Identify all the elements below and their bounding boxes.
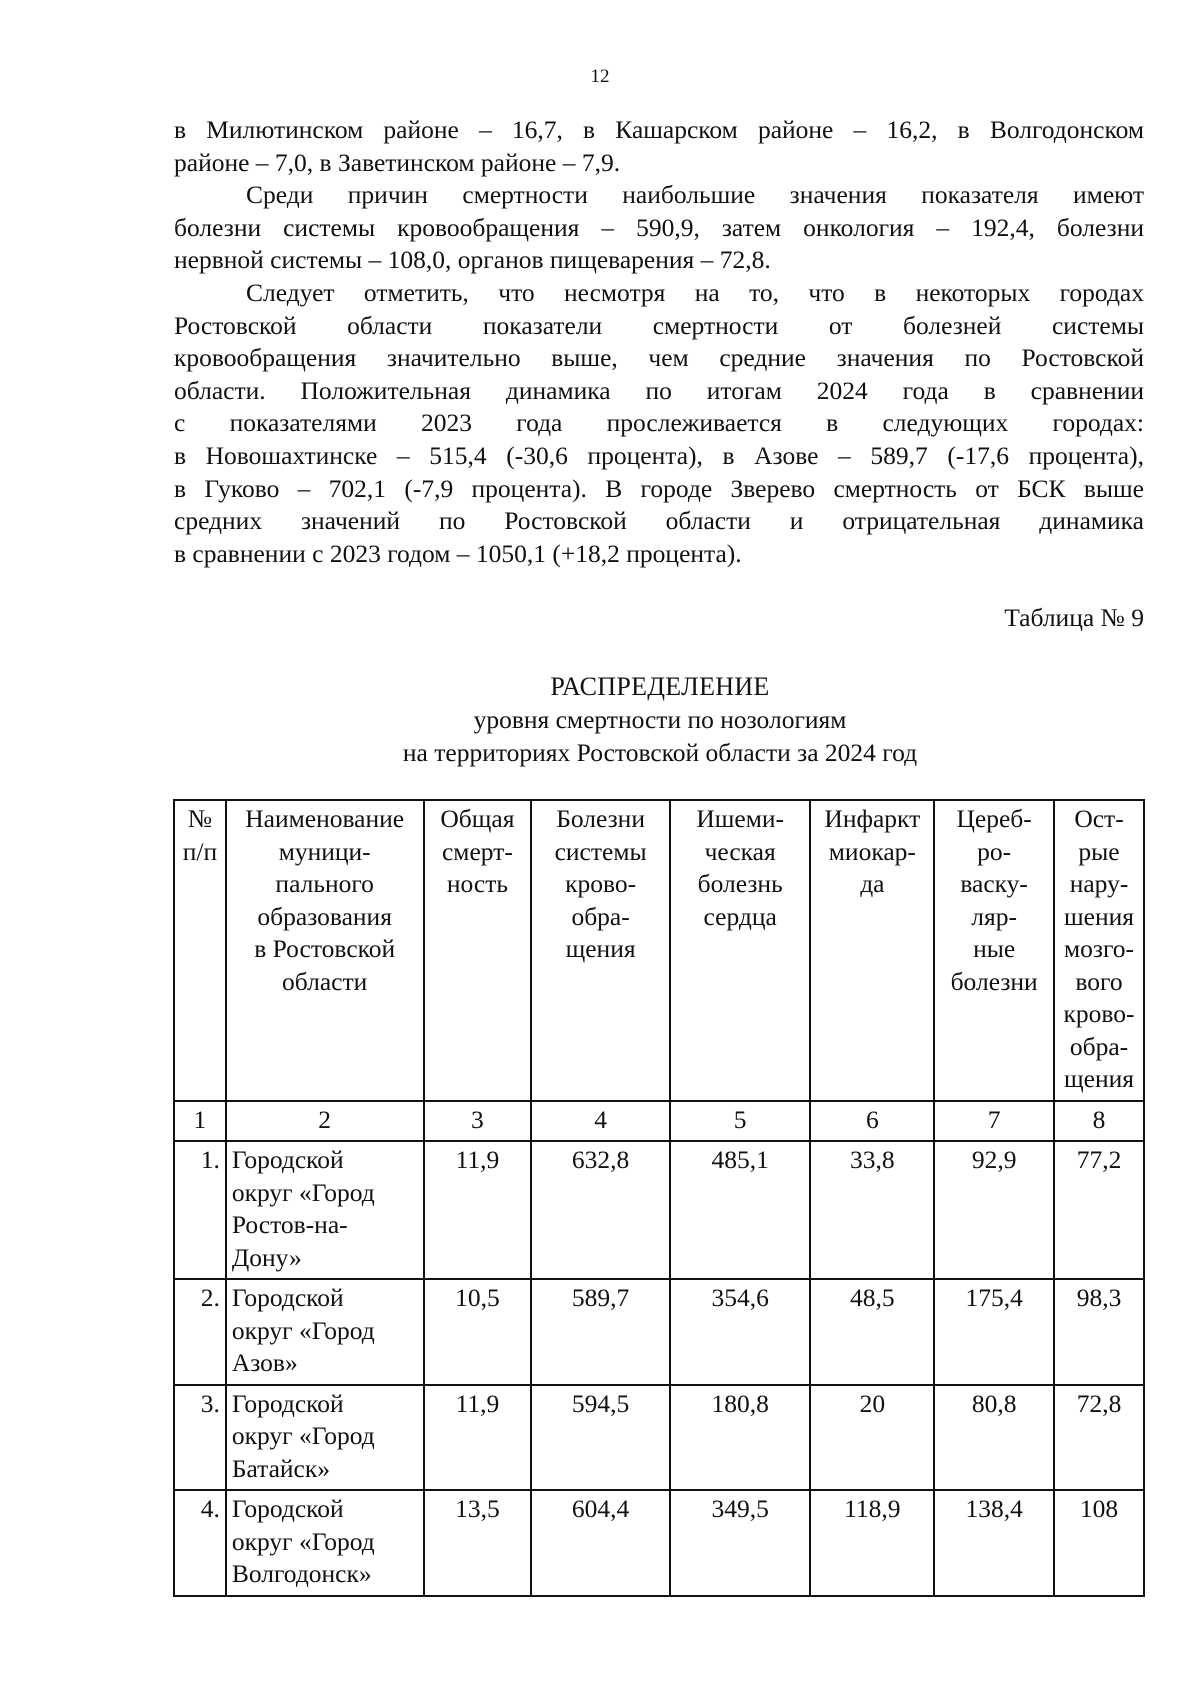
value-cell: 632,8 bbox=[531, 1141, 670, 1279]
row-number-cell: 3. bbox=[174, 1385, 226, 1491]
paragraph-3-line-1: Следует отметить, что несмотря на то, что в некоторых городах bbox=[246, 277, 1144, 307]
header-ischemic-heart-disease-line: Ишеми- bbox=[696, 804, 784, 833]
table-title-line-2: уровня смертности по нозологиям bbox=[473, 705, 847, 734]
header-cerebrovascular-diseases bbox=[934, 800, 1054, 1101]
value-cell: 108 bbox=[1054, 1490, 1144, 1596]
row-number-cell: 4. bbox=[174, 1490, 226, 1596]
header-number-line: № bbox=[187, 804, 213, 833]
municipality-name-line: Городской bbox=[231, 1145, 344, 1174]
municipality-name-line: Волгодонск» bbox=[231, 1559, 372, 1588]
value-cell: 80,8 bbox=[934, 1385, 1054, 1491]
header-cerebrovascular-diseases-line: ляр- bbox=[971, 901, 1017, 931]
municipality-name-line: Ростов-на- bbox=[231, 1210, 348, 1239]
value-cell: 20 bbox=[810, 1385, 934, 1491]
header-number-line: п/п bbox=[182, 836, 218, 866]
header-myocardial-infarction-line: Инфаркт bbox=[824, 804, 921, 833]
header-total-mortality-line: ность bbox=[446, 869, 508, 898]
header-acute-cerebral-circulation-line: вого bbox=[1075, 966, 1123, 996]
column-number-cell: 2 bbox=[226, 1101, 424, 1142]
paragraph-3-line-6: в Новошахтинске – 515,4 (-30,6 процента), в Азове – 589,7 (-17,6 процента), bbox=[174, 440, 1144, 470]
value-cell: 138,4 bbox=[934, 1490, 1054, 1596]
header-ischemic-heart-disease bbox=[670, 800, 811, 1101]
header-circulatory-diseases-line: обра- bbox=[571, 901, 630, 931]
value-cell: 589,7 bbox=[531, 1279, 670, 1385]
column-number-cell: 5 bbox=[670, 1101, 811, 1142]
header-cerebrovascular-diseases-line: болезни bbox=[950, 966, 1038, 996]
header-number bbox=[174, 800, 226, 1101]
paragraph-3-line-8: средних значений по Ростовской области и отрицательная динамика bbox=[174, 506, 1144, 536]
header-circulatory-diseases-line: щения bbox=[565, 934, 636, 963]
value-cell: 175,4 bbox=[934, 1279, 1054, 1385]
table-row bbox=[174, 1490, 1144, 1596]
municipality-name-line: округ «Город bbox=[231, 1526, 375, 1556]
paragraph-3-line-5: с показателями 2023 года прослеживается в следующих городах: bbox=[174, 408, 1144, 438]
header-ischemic-heart-disease-line: сердца bbox=[703, 901, 777, 931]
header-municipality-line: образования bbox=[257, 901, 392, 931]
table-row bbox=[174, 1385, 1144, 1491]
value-cell: 13,5 bbox=[424, 1490, 532, 1596]
header-acute-cerebral-circulation-line: крово- bbox=[1063, 999, 1135, 1028]
municipality-name-line: Батайск» bbox=[231, 1453, 331, 1483]
header-myocardial-infarction-line: да bbox=[860, 869, 885, 898]
value-cell: 10,5 bbox=[424, 1279, 532, 1385]
paragraph-3-line-4: области. Положительная динамика по итогам 2024 года в сравнении bbox=[174, 375, 1144, 405]
table-header-row bbox=[174, 800, 1144, 1101]
table-title-main: РАСПРЕДЕЛЕНИЕ bbox=[550, 672, 770, 701]
header-acute-cerebral-circulation bbox=[1054, 800, 1144, 1101]
value-cell: 354,6 bbox=[670, 1279, 811, 1385]
value-cell: 48,5 bbox=[810, 1279, 934, 1385]
municipality-name-line: округ «Город bbox=[231, 1177, 375, 1207]
header-ischemic-heart-disease-line: болезнь bbox=[697, 869, 783, 898]
value-cell: 485,1 bbox=[670, 1141, 811, 1279]
header-acute-cerebral-circulation-line: обра- bbox=[1069, 1031, 1129, 1061]
header-acute-cerebral-circulation-line: шения bbox=[1064, 901, 1134, 931]
paragraph-2-line-3: нервной системы – 108,0, органов пищеварения – 72,8. bbox=[174, 245, 771, 275]
column-number-cell: 6 bbox=[810, 1101, 934, 1142]
paragraph-1-line-2: районе – 7,0, в Заветинском районе – 7,9. bbox=[174, 147, 621, 177]
paragraph-3-line-7: в Гуково – 702,1 (-7,9 процента). В городе Зверево смертность от БСК выше bbox=[174, 473, 1144, 503]
value-cell: 349,5 bbox=[670, 1490, 811, 1596]
header-municipality-line: области bbox=[282, 966, 368, 996]
municipality-name-line: Городской bbox=[231, 1388, 344, 1418]
municipality-name-line: округ «Город bbox=[231, 1315, 375, 1345]
value-cell: 594,5 bbox=[531, 1385, 670, 1491]
header-acute-cerebral-circulation-line: мозго- bbox=[1063, 934, 1135, 963]
header-total-mortality-line: Общая bbox=[440, 804, 515, 833]
value-cell: 11,9 bbox=[424, 1141, 532, 1279]
header-total-mortality-line: смерт- bbox=[441, 836, 513, 866]
header-municipality-line: Наименование bbox=[245, 804, 405, 833]
header-myocardial-infarction-line: миокар- bbox=[828, 836, 916, 866]
header-municipality-line: муници- bbox=[278, 836, 371, 866]
header-circulatory-diseases-line: системы bbox=[554, 836, 647, 866]
municipality-name-line: Городской bbox=[231, 1283, 344, 1312]
paragraph-3-line-9: в сравнении с 2023 годом – 1050,1 (+18,2 процента). bbox=[174, 538, 742, 568]
row-number-cell: 2. bbox=[174, 1279, 226, 1385]
paragraph-1-line-1: в Милютинском районе – 16,7, в Кашарском районе – 16,2, в Волгодонском bbox=[174, 115, 1144, 144]
table-number: Таблица № 9 bbox=[1004, 603, 1144, 632]
municipality-name-cell bbox=[226, 1279, 424, 1385]
header-total-mortality bbox=[424, 800, 532, 1101]
value-cell: 11,9 bbox=[424, 1385, 532, 1491]
municipality-name-line: Азов» bbox=[231, 1348, 298, 1377]
header-cerebrovascular-diseases-line: васку- bbox=[960, 869, 1028, 898]
municipality-name-line: округ «Город bbox=[231, 1421, 375, 1450]
column-number-cell: 7 bbox=[934, 1101, 1054, 1142]
row-number-cell: 1. bbox=[174, 1141, 226, 1279]
table-row bbox=[174, 1141, 1144, 1279]
municipality-name-cell bbox=[226, 1385, 424, 1491]
header-myocardial-infarction bbox=[810, 800, 934, 1101]
value-cell: 92,9 bbox=[934, 1141, 1054, 1279]
mortality-table bbox=[173, 799, 1145, 1597]
table-title bbox=[0, 670, 1200, 769]
header-municipality-line: пального bbox=[275, 869, 374, 898]
header-cerebrovascular-diseases-line: ные bbox=[973, 934, 1016, 963]
column-number-cell: 3 bbox=[424, 1101, 532, 1142]
header-circulatory-diseases-line: Болезни bbox=[556, 804, 645, 833]
column-number-row bbox=[174, 1101, 1144, 1142]
header-acute-cerebral-circulation-line: щения bbox=[1064, 1064, 1134, 1093]
header-cerebrovascular-diseases-line: Цереб- bbox=[956, 804, 1032, 833]
page-number: 12 bbox=[590, 66, 610, 87]
header-acute-cerebral-circulation-line: Ост- bbox=[1074, 804, 1124, 833]
header-ischemic-heart-disease-line: ческая bbox=[704, 836, 776, 866]
header-acute-cerebral-circulation-line: рые bbox=[1078, 836, 1120, 866]
header-circulatory-diseases bbox=[531, 800, 670, 1101]
table-row bbox=[174, 1279, 1144, 1385]
paragraph-3-line-3: кровообращения значительно выше, чем средние значения по Ростовской bbox=[174, 343, 1144, 373]
municipality-name-line: Дону» bbox=[231, 1242, 302, 1272]
column-number-cell: 1 bbox=[174, 1101, 226, 1142]
paragraph-2-line-2: болезни системы кровообращения – 590,9, затем онкология – 192,4, болезни bbox=[174, 212, 1144, 242]
paragraph-3-line-2: Ростовской области показатели смертности от болезней системы bbox=[174, 310, 1144, 340]
municipality-name-line: Городской bbox=[231, 1494, 344, 1523]
value-cell: 98,3 bbox=[1054, 1279, 1144, 1385]
value-cell: 77,2 bbox=[1054, 1141, 1144, 1279]
header-cerebrovascular-diseases-line: ро- bbox=[977, 836, 1012, 866]
table-title-line-3: на территориях Ростовской области за 2024 год bbox=[402, 738, 918, 767]
body-text bbox=[174, 114, 1144, 570]
value-cell: 604,4 bbox=[531, 1490, 670, 1596]
header-circulatory-diseases-line: крово- bbox=[565, 869, 637, 898]
header-municipality-line: в Ростовской bbox=[254, 934, 396, 963]
value-cell: 33,8 bbox=[810, 1141, 934, 1279]
value-cell: 180,8 bbox=[670, 1385, 811, 1491]
header-municipality bbox=[226, 800, 424, 1101]
column-number-cell: 8 bbox=[1054, 1101, 1144, 1142]
paragraph-2-line-1: Среди причин смертности наибольшие значения показателя имеют bbox=[246, 180, 1144, 210]
municipality-name-cell bbox=[226, 1490, 424, 1596]
column-number-cell: 4 bbox=[531, 1101, 670, 1142]
value-cell: 72,8 bbox=[1054, 1385, 1144, 1491]
municipality-name-cell bbox=[226, 1141, 424, 1279]
value-cell: 118,9 bbox=[810, 1490, 934, 1596]
header-acute-cerebral-circulation-line: нару- bbox=[1069, 869, 1129, 898]
